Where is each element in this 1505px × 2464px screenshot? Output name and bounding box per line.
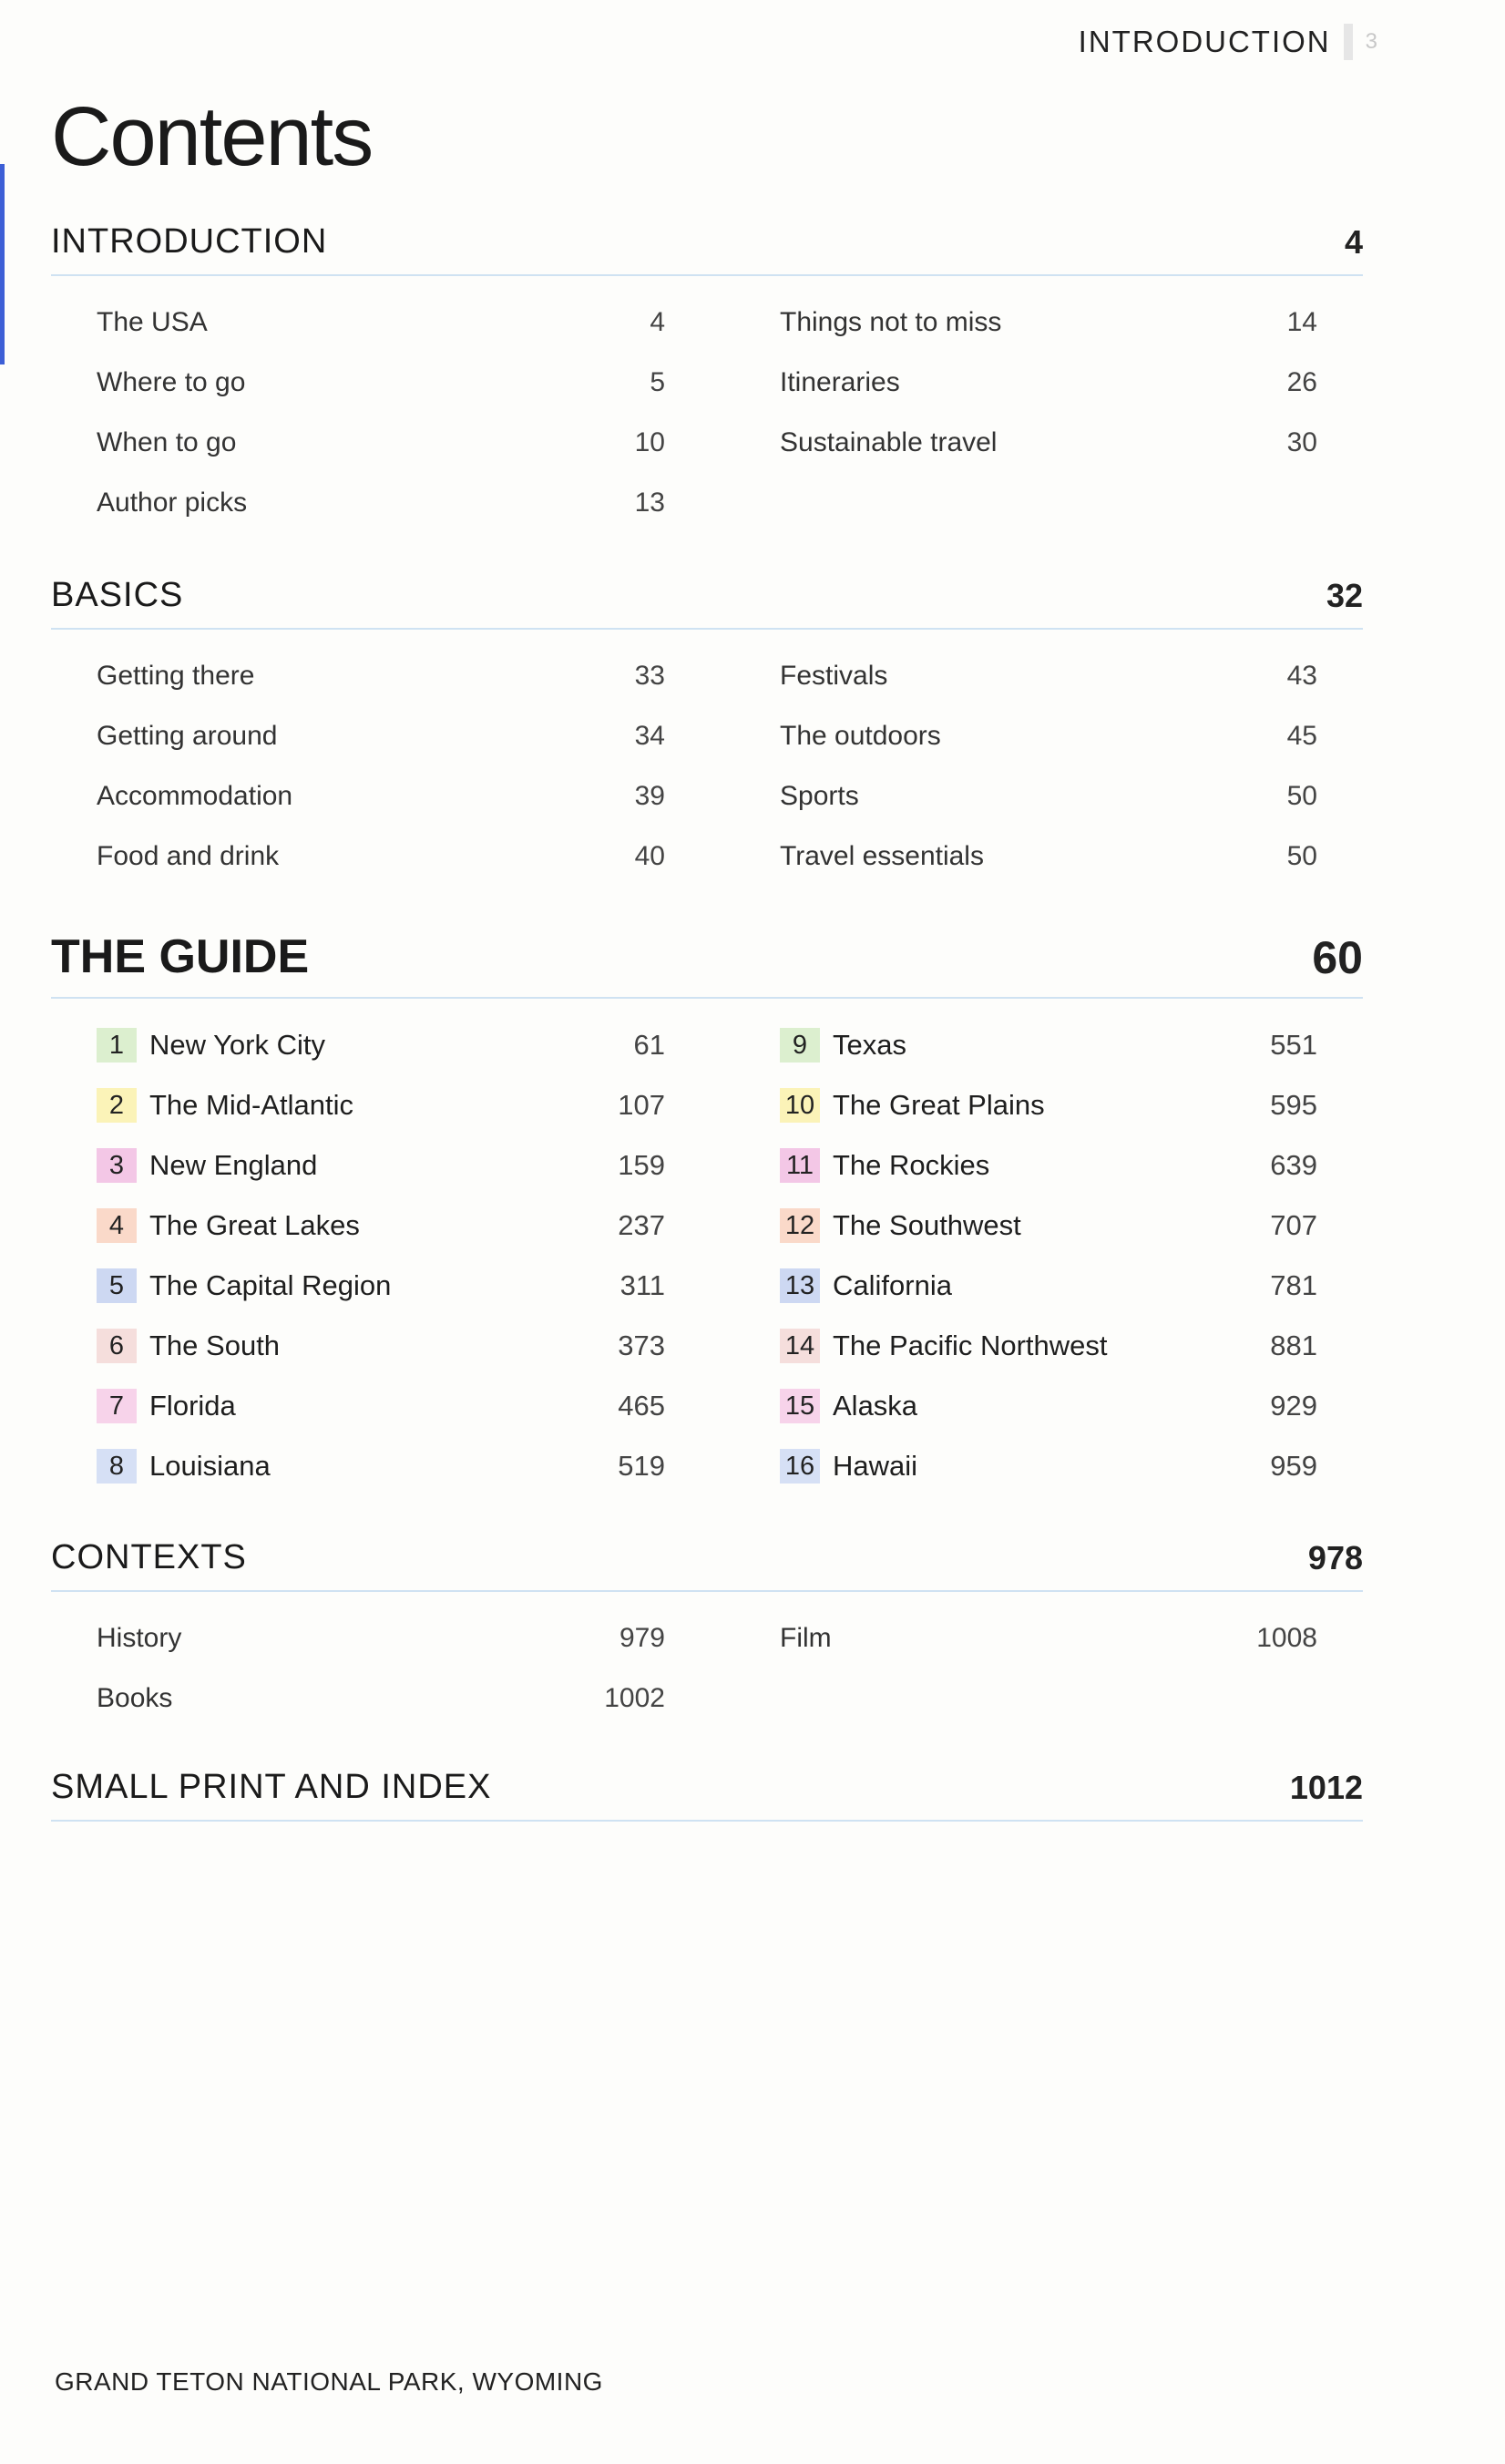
toc-entry[interactable] — [51, 473, 665, 533]
right-column — [707, 293, 1363, 533]
entry-page: 1002 — [604, 1683, 665, 1713]
toc-entry[interactable] — [707, 826, 1317, 887]
section-page: 32 — [1326, 577, 1363, 614]
left-column — [51, 1015, 707, 1496]
section-page: 1012 — [1289, 1769, 1363, 1806]
section-header — [51, 222, 1363, 276]
toc-entry[interactable] — [707, 293, 1317, 353]
chapter-number: 4 — [97, 1208, 137, 1243]
section-title[interactable]: INTRODUCTION — [51, 222, 328, 261]
entry-label: Hawaii — [833, 1450, 918, 1482]
chapter-entry[interactable] — [707, 1376, 1317, 1436]
chapter-number: 2 — [97, 1088, 137, 1123]
section-header — [51, 1538, 1363, 1592]
entry-label: Sports — [780, 781, 859, 811]
entry-page: 551 — [1270, 1029, 1317, 1061]
chapter-entry[interactable] — [51, 1196, 665, 1256]
left-column — [51, 1608, 707, 1729]
toc-entry[interactable] — [707, 706, 1317, 766]
entry-page: 881 — [1270, 1330, 1317, 1361]
section-small-print — [51, 1768, 1363, 1822]
running-head — [1079, 24, 1379, 60]
entry-page: 14 — [1286, 307, 1317, 337]
entry-label: Food and drink — [97, 841, 280, 871]
entry-label: New York City — [149, 1029, 325, 1061]
toc-entry[interactable] — [51, 293, 665, 353]
entry-page: 373 — [618, 1330, 665, 1361]
entry-page: 50 — [1286, 781, 1317, 811]
section-page: 978 — [1307, 1539, 1363, 1576]
entry-page: 107 — [618, 1089, 665, 1121]
chapter-number: 9 — [780, 1028, 820, 1063]
toc-entry[interactable] — [51, 826, 665, 887]
section-title[interactable]: BASICS — [51, 576, 184, 614]
section-page: 60 — [1312, 932, 1363, 983]
photo-caption: GRAND TETON NATIONAL PARK, WYOMING — [55, 2367, 603, 2396]
entry-label: Itineraries — [780, 367, 900, 397]
entry-page: 519 — [618, 1450, 665, 1482]
entry-page: 959 — [1270, 1450, 1317, 1482]
entry-label: The Pacific Northwest — [833, 1330, 1108, 1361]
right-column — [707, 646, 1363, 887]
entry-page: 237 — [618, 1209, 665, 1241]
chapter-entry[interactable] — [51, 1436, 665, 1496]
entry-label: Florida — [149, 1390, 236, 1422]
entry-label: Getting around — [97, 721, 278, 751]
entry-page: 10 — [634, 427, 665, 457]
entry-page: 40 — [634, 841, 665, 871]
toc-entry[interactable] — [707, 353, 1317, 413]
chapter-entry[interactable] — [707, 1196, 1317, 1256]
section-header — [51, 929, 1363, 999]
entry-page: 39 — [634, 781, 665, 811]
entry-page: 159 — [618, 1149, 665, 1181]
entry-label: The Mid-Atlantic — [149, 1089, 353, 1121]
entry-page: 1008 — [1256, 1623, 1317, 1653]
entry-page: 311 — [619, 1269, 665, 1301]
entry-label: Getting there — [97, 661, 255, 691]
section-contexts — [51, 1538, 1363, 1729]
toc-entry[interactable] — [707, 413, 1317, 473]
chapter-entry[interactable] — [707, 1135, 1317, 1196]
entry-label: Where to go — [97, 367, 246, 397]
entry-page: 639 — [1270, 1149, 1317, 1181]
entry-page: 13 — [634, 488, 665, 518]
entry-label: When to go — [97, 427, 237, 457]
entry-label: Texas — [833, 1029, 906, 1061]
entry-page: 43 — [1286, 661, 1317, 691]
right-column — [707, 1608, 1363, 1729]
chapter-entry[interactable] — [707, 1436, 1317, 1496]
entry-label: Author picks — [97, 488, 248, 518]
entry-page: 595 — [1270, 1089, 1317, 1121]
entry-label: The Capital Region — [149, 1269, 392, 1301]
right-column — [707, 1015, 1363, 1496]
toc-entry[interactable] — [707, 1608, 1317, 1668]
chapter-entry[interactable] — [707, 1256, 1317, 1316]
entry-label: Alaska — [833, 1390, 918, 1422]
chapter-number: 12 — [780, 1208, 820, 1243]
section-title[interactable]: CONTEXTS — [51, 1538, 247, 1576]
toc-entry[interactable] — [707, 646, 1317, 706]
entry-label: New England — [149, 1149, 318, 1181]
entry-page: 30 — [1286, 427, 1317, 457]
chapter-number: 16 — [780, 1449, 820, 1484]
entry-page: 781 — [1270, 1269, 1317, 1301]
toc-entry[interactable] — [51, 706, 665, 766]
entry-label: Louisiana — [149, 1450, 271, 1482]
entry-page: 61 — [633, 1029, 665, 1061]
chapter-entry[interactable] — [51, 1075, 665, 1135]
entry-label: Festivals — [780, 661, 888, 691]
section-introduction — [51, 222, 1363, 533]
running-head-label: INTRODUCTION — [1078, 25, 1331, 58]
toc-entry[interactable] — [51, 1608, 665, 1668]
chapter-entry[interactable] — [51, 1256, 665, 1316]
entry-label: Sustainable travel — [780, 427, 998, 457]
section-basics — [51, 576, 1363, 887]
entry-label: The Great Plains — [833, 1089, 1045, 1121]
chapter-number: 8 — [97, 1449, 137, 1484]
entry-page: 33 — [634, 661, 665, 691]
entry-label: Books — [97, 1683, 173, 1713]
spine-edge — [0, 164, 5, 364]
entry-page: 929 — [1270, 1390, 1317, 1422]
chapter-number: 11 — [780, 1148, 820, 1183]
entry-label: Things not to miss — [780, 307, 1002, 337]
chapter-entry[interactable] — [51, 1376, 665, 1436]
entry-label: California — [833, 1269, 952, 1301]
left-column — [51, 293, 707, 533]
entry-page: 5 — [650, 367, 665, 397]
chapter-entry[interactable] — [707, 1015, 1317, 1075]
entry-label: The Rockies — [833, 1149, 990, 1181]
entry-page: 50 — [1286, 841, 1317, 871]
entry-label: History — [97, 1623, 182, 1653]
chapter-number: 7 — [97, 1389, 137, 1423]
toc-entry[interactable] — [51, 646, 665, 706]
entry-page: 707 — [1270, 1209, 1317, 1241]
toc-entry[interactable] — [51, 1668, 665, 1729]
page-title: Contents — [51, 90, 373, 183]
running-head-page: 3 — [1365, 29, 1379, 54]
section-title[interactable]: THE GUIDE — [51, 930, 310, 983]
chapter-entry[interactable] — [51, 1135, 665, 1196]
entry-label: The Southwest — [833, 1209, 1021, 1241]
section-page: 4 — [1344, 223, 1363, 261]
chapter-number: 13 — [780, 1268, 820, 1303]
toc-entry[interactable] — [51, 766, 665, 826]
section-guide — [51, 929, 1363, 1496]
chapter-number: 6 — [97, 1329, 137, 1363]
entry-label: Accommodation — [97, 781, 293, 811]
entry-page: 26 — [1286, 367, 1317, 397]
chapter-entry[interactable] — [51, 1316, 665, 1376]
entry-label: The USA — [97, 307, 208, 337]
chapter-number: 1 — [97, 1028, 137, 1063]
chapter-entry[interactable] — [707, 1075, 1317, 1135]
section-header — [51, 576, 1363, 630]
entry-page: 979 — [619, 1623, 665, 1653]
entry-label: Travel essentials — [780, 841, 984, 871]
section-title[interactable]: SMALL PRINT AND INDEX — [51, 1768, 492, 1806]
entry-page: 34 — [634, 721, 665, 751]
chapter-number: 15 — [780, 1389, 820, 1423]
chapter-number: 5 — [97, 1268, 137, 1303]
chapter-number: 14 — [780, 1329, 820, 1363]
left-column — [51, 646, 707, 887]
chapter-number: 3 — [97, 1148, 137, 1183]
chapter-number: 10 — [780, 1088, 820, 1123]
toc-entry[interactable] — [51, 353, 665, 413]
chapter-entry[interactable] — [707, 1316, 1317, 1376]
entry-page: 465 — [618, 1390, 665, 1422]
entry-label: Film — [780, 1623, 832, 1653]
chapter-entry[interactable] — [51, 1015, 665, 1075]
toc-entry[interactable] — [51, 413, 665, 473]
running-head-bar — [1344, 24, 1353, 60]
section-header — [51, 1768, 1363, 1822]
entry-label: The Great Lakes — [149, 1209, 360, 1241]
toc-entry[interactable] — [707, 766, 1317, 826]
entry-page: 4 — [650, 307, 665, 337]
entry-label: The South — [149, 1330, 281, 1361]
entry-label: The outdoors — [780, 721, 941, 751]
entry-page: 45 — [1286, 721, 1317, 751]
